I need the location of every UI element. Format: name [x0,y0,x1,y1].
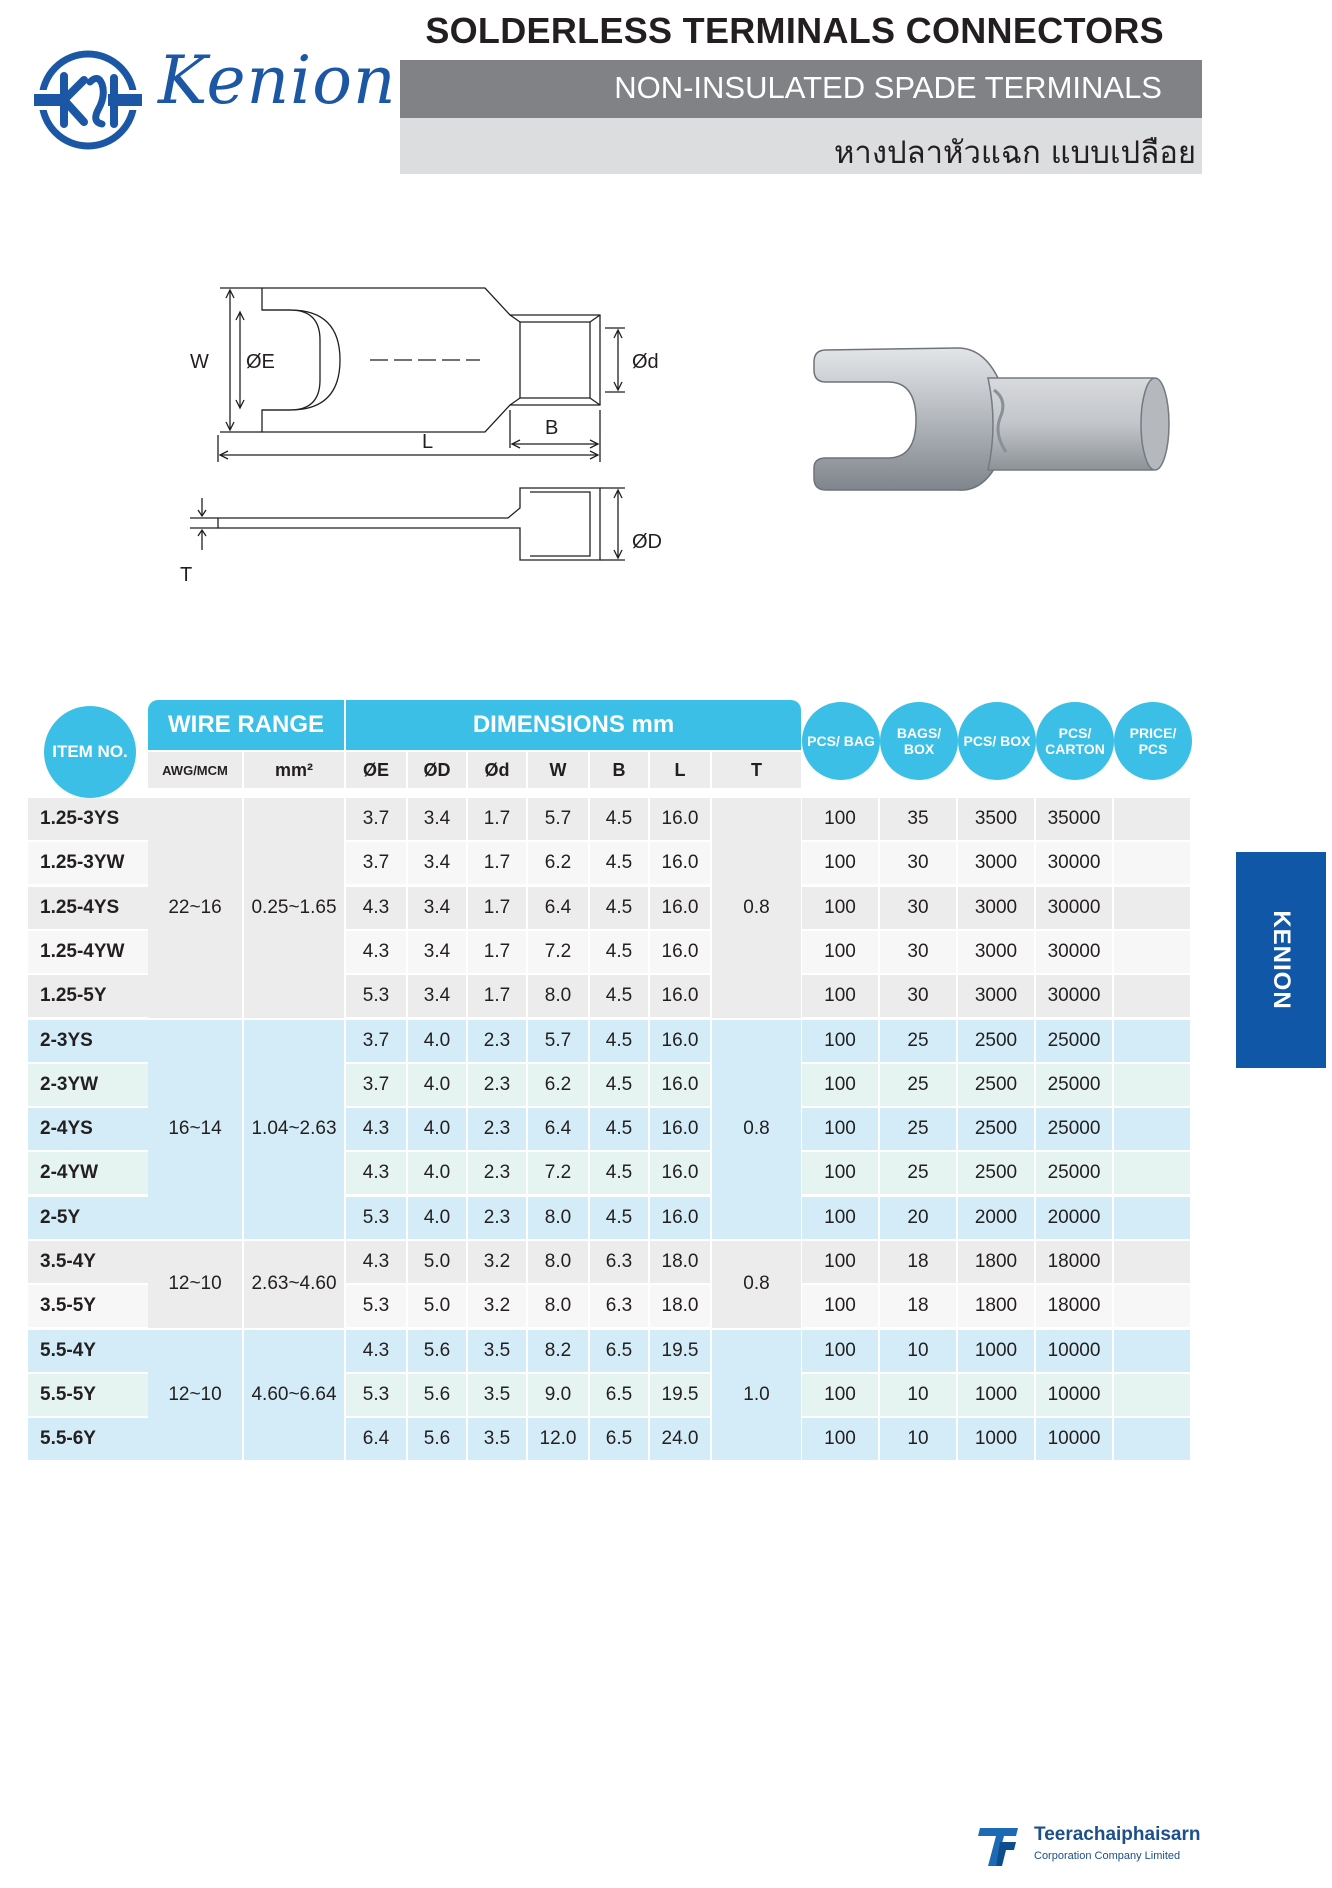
table-cell-d: 1.7 [468,975,526,1017]
table-cell-bags-box: 25 [880,1108,956,1150]
table-cell-price [1114,1374,1190,1416]
subheader-t: T [712,752,801,788]
item-no-cell: 1.25-4YS [28,887,148,929]
table-cell-B: 6.5 [590,1418,648,1460]
wire-mm2-cell: 1.04~2.63 [244,1020,344,1240]
table-cell-bags-box: 10 [880,1418,956,1460]
table-cell-D: 3.4 [408,975,466,1017]
table-cell-E: 6.4 [346,1418,406,1460]
table-cell-W: 6.4 [528,887,588,929]
page-title: SOLDERLESS TERMINALS CONNECTORS [425,10,1164,51]
subheader-awg: AWG/MCM [148,752,242,788]
table-cell-d: 2.3 [468,1152,526,1194]
table-cell-pcs-carton: 30000 [1036,975,1112,1017]
table-cell-pcs-box: 1800 [958,1285,1034,1327]
table-cell-d: 3.5 [468,1418,526,1460]
table-cell-pcs-bag: 100 [802,798,878,840]
table-cell-B: 4.5 [590,1152,648,1194]
table-cell-D: 3.4 [408,887,466,929]
header-price-pcs: PRICE/ PCS [1114,702,1192,780]
table-cell-pcs-bag: 100 [802,1418,878,1460]
table-cell-pcs-bag: 100 [802,1285,878,1327]
subheader-b: B [590,752,648,788]
table-cell-bags-box: 10 [880,1330,956,1372]
table-cell-price [1114,975,1190,1017]
item-no-cell: 2-3YS [28,1020,148,1062]
table-cell-price [1114,931,1190,973]
table-cell-D: 5.6 [408,1374,466,1416]
table-cell-pcs-box: 1000 [958,1374,1034,1416]
table-cell-bags-box: 25 [880,1152,956,1194]
table-cell-pcs-carton: 18000 [1036,1285,1112,1327]
table-cell-E: 3.7 [346,798,406,840]
item-no-cell: 5.5-4Y [28,1330,148,1372]
table-cell-d: 1.7 [468,887,526,929]
table-cell-pcs-box: 3500 [958,798,1034,840]
table-cell-E: 3.7 [346,1020,406,1062]
table-cell-pcs-box: 3000 [958,931,1034,973]
table-cell-price [1114,1197,1190,1239]
thickness-t-cell: 0.8 [712,798,801,1018]
wire-awg-cell: 22~16 [148,798,242,1018]
table-cell-B: 4.5 [590,975,648,1017]
header-pcs-carton: PCS/ CARTON [1036,702,1114,780]
item-no-cell: 3.5-4Y [28,1241,148,1283]
table-cell-pcs-bag: 100 [802,1241,878,1283]
side-tab [1236,852,1326,1068]
table-cell-pcs-box: 3000 [958,975,1034,1017]
subtitle-bar-english [400,60,1202,118]
label-l: L [422,431,434,453]
subheader-d-small: Ød [468,752,526,788]
table-cell-d: 3.2 [468,1241,526,1283]
table-cell-pcs-box: 1000 [958,1418,1034,1460]
item-no-cell: 1.25-4YW [28,931,148,973]
table-cell-L: 24.0 [650,1418,710,1460]
footer-company-sub: Corporation Company Limited [1034,1850,1181,1862]
table-cell-L: 16.0 [650,1064,710,1106]
table-cell-W: 5.7 [528,798,588,840]
table-cell-price [1114,1064,1190,1106]
subheader-w: W [528,752,588,788]
table-cell-pcs-box: 1800 [958,1241,1034,1283]
table-cell-E: 5.3 [346,1285,406,1327]
table-cell-price [1114,887,1190,929]
table-cell-d: 2.3 [468,1108,526,1150]
table-cell-pcs-box: 2000 [958,1197,1034,1239]
table-cell-pcs-carton: 30000 [1036,931,1112,973]
item-no-cell: 3.5-5Y [28,1285,148,1327]
table-cell-pcs-box: 3000 [958,887,1034,929]
wire-awg-cell: 16~14 [148,1020,242,1240]
table-cell-L: 16.0 [650,798,710,840]
table-cell-pcs-carton: 35000 [1036,798,1112,840]
header-wire-range: WIRE RANGE [148,700,344,750]
table-cell-bags-box: 25 [880,1064,956,1106]
thickness-t-cell: 0.8 [712,1020,801,1240]
table-cell-pcs-bag: 100 [802,1152,878,1194]
thickness-t-cell: 1.0 [712,1330,801,1461]
table-cell-pcs-bag: 100 [802,1020,878,1062]
table-cell-L: 18.0 [650,1241,710,1283]
table-cell-pcs-bag: 100 [802,931,878,973]
side-tab-label: KENION [1268,910,1295,1010]
table-cell-d: 2.3 [468,1020,526,1062]
table-cell-pcs-carton: 30000 [1036,887,1112,929]
table-cell-pcs-carton: 20000 [1036,1197,1112,1239]
table-cell-pcs-box: 2500 [958,1064,1034,1106]
table-cell-D: 4.0 [408,1064,466,1106]
table-cell-pcs-carton: 30000 [1036,842,1112,884]
table-cell-pcs-bag: 100 [802,1108,878,1150]
table-cell-W: 7.2 [528,931,588,973]
table-cell-B: 4.5 [590,887,648,929]
table-cell-W: 8.0 [528,1285,588,1327]
table-cell-L: 16.0 [650,1152,710,1194]
table-cell-L: 18.0 [650,1285,710,1327]
table-cell-W: 9.0 [528,1374,588,1416]
subtitle-english: NON-INSULATED SPADE TERMINALS [614,70,1162,105]
item-no-cell: 5.5-6Y [28,1418,148,1460]
table-cell-W: 6.2 [528,842,588,884]
table-cell-d: 1.7 [468,842,526,884]
table-cell-pcs-carton: 25000 [1036,1108,1112,1150]
table-cell-W: 8.0 [528,975,588,1017]
table-cell-L: 16.0 [650,842,710,884]
table-cell-L: 16.0 [650,887,710,929]
table-cell-pcs-bag: 100 [802,842,878,884]
table-cell-bags-box: 30 [880,887,956,929]
header-bags-box: BAGS/ BOX [880,702,958,780]
table-cell-pcs-box: 2500 [958,1108,1034,1150]
table-cell-W: 7.2 [528,1152,588,1194]
header-item-no: ITEM NO. [44,706,136,798]
item-no-cell: 1.25-3YS [28,798,148,840]
table-cell-L: 16.0 [650,931,710,973]
item-no-cell: 5.5-5Y [28,1374,148,1416]
table-cell-B: 6.5 [590,1330,648,1372]
table-cell-E: 4.3 [346,1152,406,1194]
table-cell-D: 5.0 [408,1285,466,1327]
table-cell-price [1114,1418,1190,1460]
table-cell-d: 2.3 [468,1064,526,1106]
table-cell-bags-box: 18 [880,1241,956,1283]
subheader-mm2: mm² [244,752,344,788]
table-cell-pcs-carton: 10000 [1036,1330,1112,1372]
table-cell-d: 1.7 [468,931,526,973]
table-cell-W: 6.2 [528,1064,588,1106]
table-cell-D: 4.0 [408,1152,466,1194]
table-cell-price [1114,1108,1190,1150]
table-cell-B: 4.5 [590,1064,648,1106]
label-w: W [190,351,209,373]
table-cell-L: 16.0 [650,1108,710,1150]
table-cell-W: 6.4 [528,1108,588,1150]
table-cell-B: 4.5 [590,842,648,884]
table-cell-E: 5.3 [346,975,406,1017]
table-cell-pcs-carton: 25000 [1036,1020,1112,1062]
table-cell-pcs-carton: 25000 [1036,1064,1112,1106]
table-cell-B: 4.5 [590,1108,648,1150]
label-d-large: ØD [632,531,662,553]
table-cell-D: 5.6 [408,1418,466,1460]
table-cell-L: 16.0 [650,1197,710,1239]
table-cell-bags-box: 35 [880,798,956,840]
table-cell-E: 3.7 [346,1064,406,1106]
table-cell-d: 2.3 [468,1197,526,1239]
wire-mm2-cell: 0.25~1.65 [244,798,344,1018]
table-cell-W: 5.7 [528,1020,588,1062]
wire-awg-cell: 12~10 [148,1330,242,1461]
table-cell-E: 4.3 [346,1241,406,1283]
subheader-e: ØE [346,752,406,788]
table-cell-D: 3.4 [408,931,466,973]
item-no-cell: 1.25-3YW [28,842,148,884]
table-cell-bags-box: 25 [880,1020,956,1062]
table-cell-bags-box: 18 [880,1285,956,1327]
table-cell-B: 4.5 [590,931,648,973]
table-cell-bags-box: 10 [880,1374,956,1416]
table-cell-W: 8.2 [528,1330,588,1372]
table-cell-L: 19.5 [650,1330,710,1372]
table-cell-pcs-box: 3000 [958,842,1034,884]
table-cell-B: 6.3 [590,1285,648,1327]
table-cell-D: 5.6 [408,1330,466,1372]
item-no-cell: 2-4YW [28,1152,148,1194]
table-cell-E: 4.3 [346,1108,406,1150]
terminal-technical-drawing [180,270,700,600]
table-cell-pcs-bag: 100 [802,1330,878,1372]
table-cell-B: 6.3 [590,1241,648,1283]
table-cell-price [1114,1330,1190,1372]
table-cell-d: 3.2 [468,1285,526,1327]
item-no-cell: 2-4YS [28,1108,148,1150]
table-cell-D: 4.0 [408,1197,466,1239]
header-dimensions: DIMENSIONS mm [346,700,801,750]
table-cell-B: 4.5 [590,798,648,840]
table-cell-d: 3.5 [468,1374,526,1416]
table-cell-price [1114,798,1190,840]
table-cell-L: 19.5 [650,1374,710,1416]
table-cell-D: 3.4 [408,798,466,840]
table-cell-E: 4.3 [346,1330,406,1372]
table-cell-price [1114,1152,1190,1194]
wire-mm2-cell: 4.60~6.64 [244,1330,344,1461]
label-d-small: Ød [632,351,659,373]
table-cell-pcs-box: 2500 [958,1152,1034,1194]
table-cell-E: 3.7 [346,842,406,884]
table-cell-pcs-carton: 25000 [1036,1152,1112,1194]
table-cell-pcs-carton: 18000 [1036,1241,1112,1283]
table-cell-price [1114,1285,1190,1327]
table-cell-E: 4.3 [346,931,406,973]
item-no-cell: 2-3YW [28,1064,148,1106]
label-b: B [545,417,559,439]
subtitle-bar-thai [400,118,1202,174]
wire-awg-cell: 12~10 [148,1241,242,1328]
table-cell-D: 4.0 [408,1108,466,1150]
table-cell-B: 4.5 [590,1197,648,1239]
table-cell-B: 6.5 [590,1374,648,1416]
table-cell-pcs-bag: 100 [802,1197,878,1239]
label-e: ØE [246,351,275,373]
table-cell-pcs-box: 2500 [958,1020,1034,1062]
table-cell-L: 16.0 [650,1020,710,1062]
subtitle-thai: หางปลาหัวแฉก แบบเปลือย [833,135,1196,171]
header-pcs-bag: PCS/ BAG [802,702,880,780]
table-cell-price [1114,1241,1190,1283]
table-cell-D: 3.4 [408,842,466,884]
table-cell-pcs-carton: 10000 [1036,1374,1112,1416]
subheader-d-large: ØD [408,752,466,788]
table-cell-D: 4.0 [408,1020,466,1062]
table-cell-E: 5.3 [346,1374,406,1416]
table-cell-D: 5.0 [408,1241,466,1283]
table-cell-W: 8.0 [528,1197,588,1239]
table-cell-pcs-bag: 100 [802,887,878,929]
table-cell-B: 4.5 [590,1020,648,1062]
label-t: T [180,564,193,586]
table-cell-pcs-carton: 10000 [1036,1418,1112,1460]
footer-company-name: Teerachaiphaisarn [1034,1824,1201,1845]
spade-terminal-photo [808,330,1178,510]
brand-name: Kenion [158,42,397,119]
table-cell-W: 8.0 [528,1241,588,1283]
subheader-l: L [650,752,710,788]
table-cell-bags-box: 30 [880,975,956,1017]
item-no-cell: 2-5Y [28,1197,148,1239]
table-cell-E: 5.3 [346,1197,406,1239]
item-no-cell: 1.25-5Y [28,975,148,1017]
table-cell-bags-box: 30 [880,842,956,884]
table-cell-bags-box: 30 [880,931,956,973]
table-cell-pcs-box: 1000 [958,1330,1034,1372]
table-cell-bags-box: 20 [880,1197,956,1239]
teerachaiphaisarn-logo-icon [976,1822,1022,1868]
table-cell-pcs-bag: 100 [802,975,878,1017]
table-cell-d: 1.7 [468,798,526,840]
table-cell-L: 16.0 [650,975,710,1017]
wire-mm2-cell: 2.63~4.60 [244,1241,344,1328]
table-cell-d: 3.5 [468,1330,526,1372]
kenion-logo-icon [28,40,148,160]
table-cell-pcs-bag: 100 [802,1064,878,1106]
table-cell-E: 4.3 [346,887,406,929]
header-pcs-box: PCS/ BOX [958,702,1036,780]
table-cell-price [1114,842,1190,884]
table-cell-W: 12.0 [528,1418,588,1460]
thickness-t-cell: 0.8 [712,1241,801,1328]
table-cell-pcs-bag: 100 [802,1374,878,1416]
table-cell-price [1114,1020,1190,1062]
